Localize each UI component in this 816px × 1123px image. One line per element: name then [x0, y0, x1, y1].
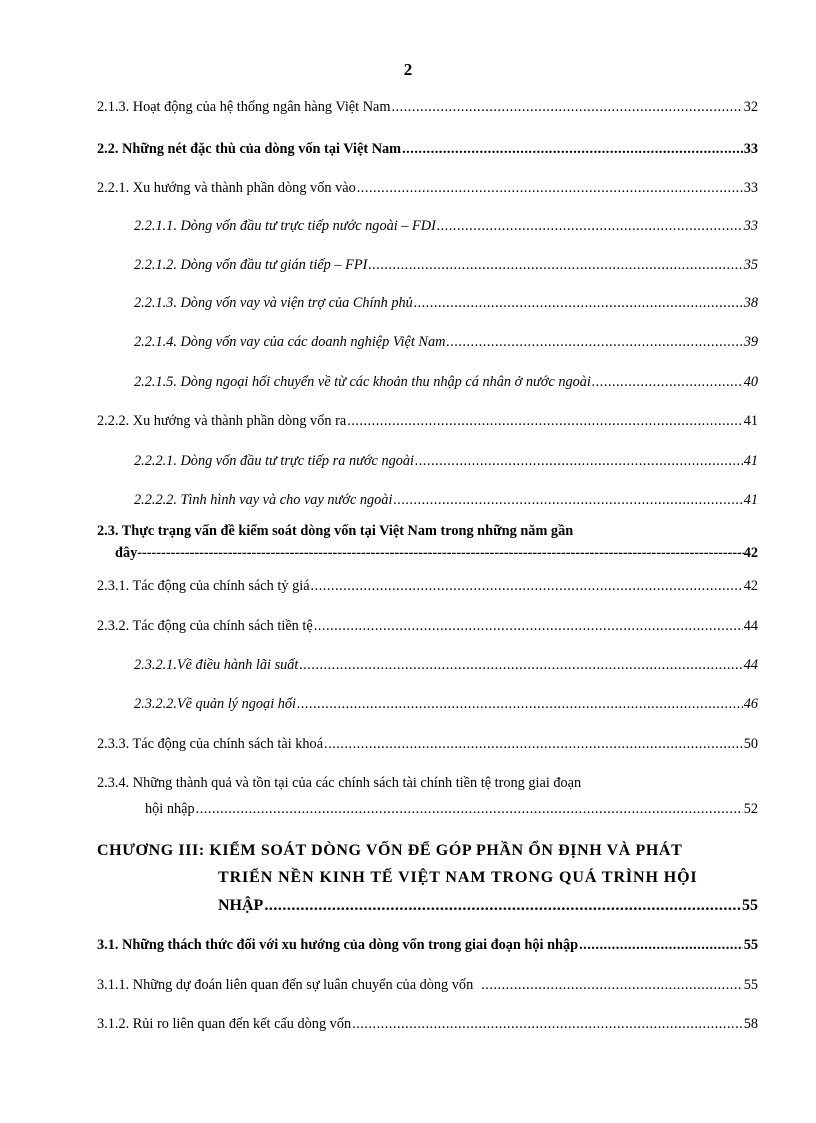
toc-entry-page: 41 — [743, 453, 758, 469]
chapter-heading-line2: TRIỂN NỀN KINH TẾ VIỆT NAM TRONG QUÁ TRÌNH HỘI — [218, 869, 698, 886]
page-number: 2 — [403, 60, 413, 79]
toc-entry-page: 39 — [743, 334, 758, 350]
leader-dots — [446, 333, 742, 351]
toc-entry-3-1 — [97, 936, 758, 954]
toc-entry-2-3-3 — [97, 735, 758, 753]
toc-entry-2-2-1-4 — [134, 333, 758, 351]
leader-dots — [311, 577, 743, 595]
toc-entry-label: 2.3.3. Tác động của chính sách tài khoá — [97, 736, 324, 752]
leader-dots — [437, 217, 743, 235]
chapter-heading-line3 — [218, 896, 758, 916]
toc-entry-2-2-1-2 — [134, 256, 758, 274]
leader-dots — [347, 412, 743, 430]
toc-entry-page: 41 — [743, 492, 758, 508]
toc-entry-page: 33 — [743, 141, 758, 157]
toc-entry-page: 50 — [743, 736, 758, 752]
toc-entry-label: 2.2.2.2. Tình hình vay và cho vay nước ngoài — [134, 492, 393, 508]
toc-entry-page: 44 — [743, 618, 758, 634]
toc-entry-page: 52 — [743, 801, 758, 817]
toc-entry-page: 42 — [743, 578, 758, 594]
leader-dots — [357, 179, 743, 197]
toc-entry-2-3-line2 — [115, 544, 758, 562]
toc-entry-2-2-1-5 — [134, 373, 758, 391]
leader-dots — [264, 896, 741, 916]
toc-entry-page: 46 — [743, 696, 758, 712]
leader-dots — [352, 1015, 743, 1033]
toc-entry-label: 2.3.1. Tác động của chính sách tỷ giá — [97, 578, 310, 594]
toc-entry-label: 2.3.2.1.Về điều hành lãi suất — [134, 657, 299, 673]
toc-entry-label: 2.3.2. Tác động của chính sách tiền tệ — [97, 618, 313, 634]
toc-entry-2-2-1 — [97, 179, 758, 197]
leader-dots — [481, 976, 742, 994]
toc-entry-2-2-2-2 — [134, 491, 758, 509]
toc-entry-2-3-1 — [97, 577, 758, 595]
toc-entry-2-3-2-2 — [134, 695, 758, 713]
toc-entry-label: 2.2.1.5. Dòng ngoại hối chuyển về từ các khoản thu nhập cá nhân ở nước ngoài — [134, 374, 591, 390]
toc-entry-label: 3.1.2. Rủi ro liên quan đến kết cấu dòng vốn — [97, 1016, 352, 1032]
leader-dots — [592, 373, 743, 391]
leader-dots — [392, 98, 743, 116]
toc-entry-3-1-2 — [97, 1015, 758, 1033]
toc-entry-label: 3.1.1. Những dự đoán liên quan đến sự luân chuyển của dòng vốn — [97, 977, 474, 993]
toc-entry-label: 2.2.1.1. Dòng vốn đầu tư trực tiếp nước ngoài – FDI — [134, 218, 436, 234]
toc-entry-2-2-2-1 — [134, 452, 758, 470]
toc-entry-page: 55 — [743, 937, 758, 953]
toc-entry-2-3-2 — [97, 617, 758, 635]
toc-entry-2-3-4-line1: 2.3.4. Những thành quả và tồn tại của các chính sách tài chính tiền tệ trong giai đoạn — [97, 775, 582, 791]
leader-dashes — [137, 544, 743, 562]
toc-entry-page: 42 — [743, 545, 758, 561]
toc-entry-label: 2.2.1. Xu hướng và thành phần dòng vốn vào — [97, 180, 356, 196]
leader-dots — [196, 800, 743, 818]
chapter-heading-line1: CHƯƠNG III: KIỂM SOÁT DÒNG VỐN ĐỂ GÓP PHẦN ỔN ĐỊNH VÀ PHÁT — [97, 842, 683, 859]
toc-entry-page: 35 — [743, 257, 758, 273]
toc-entry-page: 38 — [743, 295, 758, 311]
toc-entry-label: 2.1.3. Hoạt động của hệ thống ngân hàng Việt Nam — [97, 99, 391, 115]
toc-entry-label: 2.2. Những nét đặc thù của dòng vốn tại Việt Nam — [97, 141, 402, 157]
toc-entry-page: 33 — [743, 218, 758, 234]
toc-entry-3-1-1 — [97, 976, 758, 994]
toc-entry-2-2-1-3 — [134, 294, 758, 312]
toc-entry-label: 3.1. Những thách thức đối với xu hướng của dòng vốn trong giai đoạn hội nhập — [97, 937, 579, 953]
toc-entry-2-3-2-1 — [134, 656, 758, 674]
toc-entry-label: 2.3.2.2.Về quản lý ngoại hối — [134, 696, 297, 712]
toc-entry-page: 32 — [743, 99, 758, 115]
leader-dots — [314, 617, 743, 635]
leader-dots — [368, 256, 742, 274]
toc-entry-2-2-1-1 — [134, 217, 758, 235]
leader-dots — [324, 735, 743, 753]
toc-entry-label: 2.2.1.3. Dòng vốn vay và viện trợ của Chính phủ — [134, 295, 413, 311]
toc-entry-label: đây — [115, 545, 138, 561]
toc-entry-page: 33 — [743, 180, 758, 196]
toc-entry-2-3-4-line2 — [145, 800, 758, 818]
toc-entry-label: hội nhập — [145, 801, 195, 817]
toc-entry-2-3-line1: 2.3. Thực trạng vấn đề kiểm soát dòng vốn tại Việt Nam trong những năm gần — [97, 523, 574, 539]
toc-entry-label: NHẬP — [218, 897, 264, 914]
leader-dots — [402, 140, 743, 158]
leader-dots — [299, 656, 742, 674]
toc-entry-page: 40 — [743, 374, 758, 390]
toc-entry-label: 2.2.1.4. Dòng vốn vay của các doanh nghiệp Việt Nam — [134, 334, 446, 350]
toc-entry-page: 41 — [743, 413, 758, 429]
toc-entry-page: 44 — [743, 657, 758, 673]
toc-entry-2-1-3 — [97, 98, 758, 116]
toc-entry-page: 55 — [743, 977, 758, 993]
leader-dots — [414, 294, 743, 312]
leader-dots — [297, 695, 743, 713]
toc-entry-label: 2.2.1.2. Dòng vốn đầu tư gián tiếp – FPI — [134, 257, 368, 273]
toc-entry-page: 58 — [743, 1016, 758, 1032]
toc-entry-label: 2.2.2. Xu hướng và thành phần dòng vốn ra — [97, 413, 347, 429]
leader-dots — [415, 452, 743, 470]
leader-dots — [579, 936, 743, 954]
toc-entry-2-2-2 — [97, 412, 758, 430]
leader-dots — [393, 491, 742, 509]
toc-entry-2-2 — [97, 140, 758, 158]
toc-entry-label: 2.2.2.1. Dòng vốn đầu tư trực tiếp ra nước ngoài — [134, 453, 415, 469]
toc-entry-page: 55 — [742, 897, 758, 914]
